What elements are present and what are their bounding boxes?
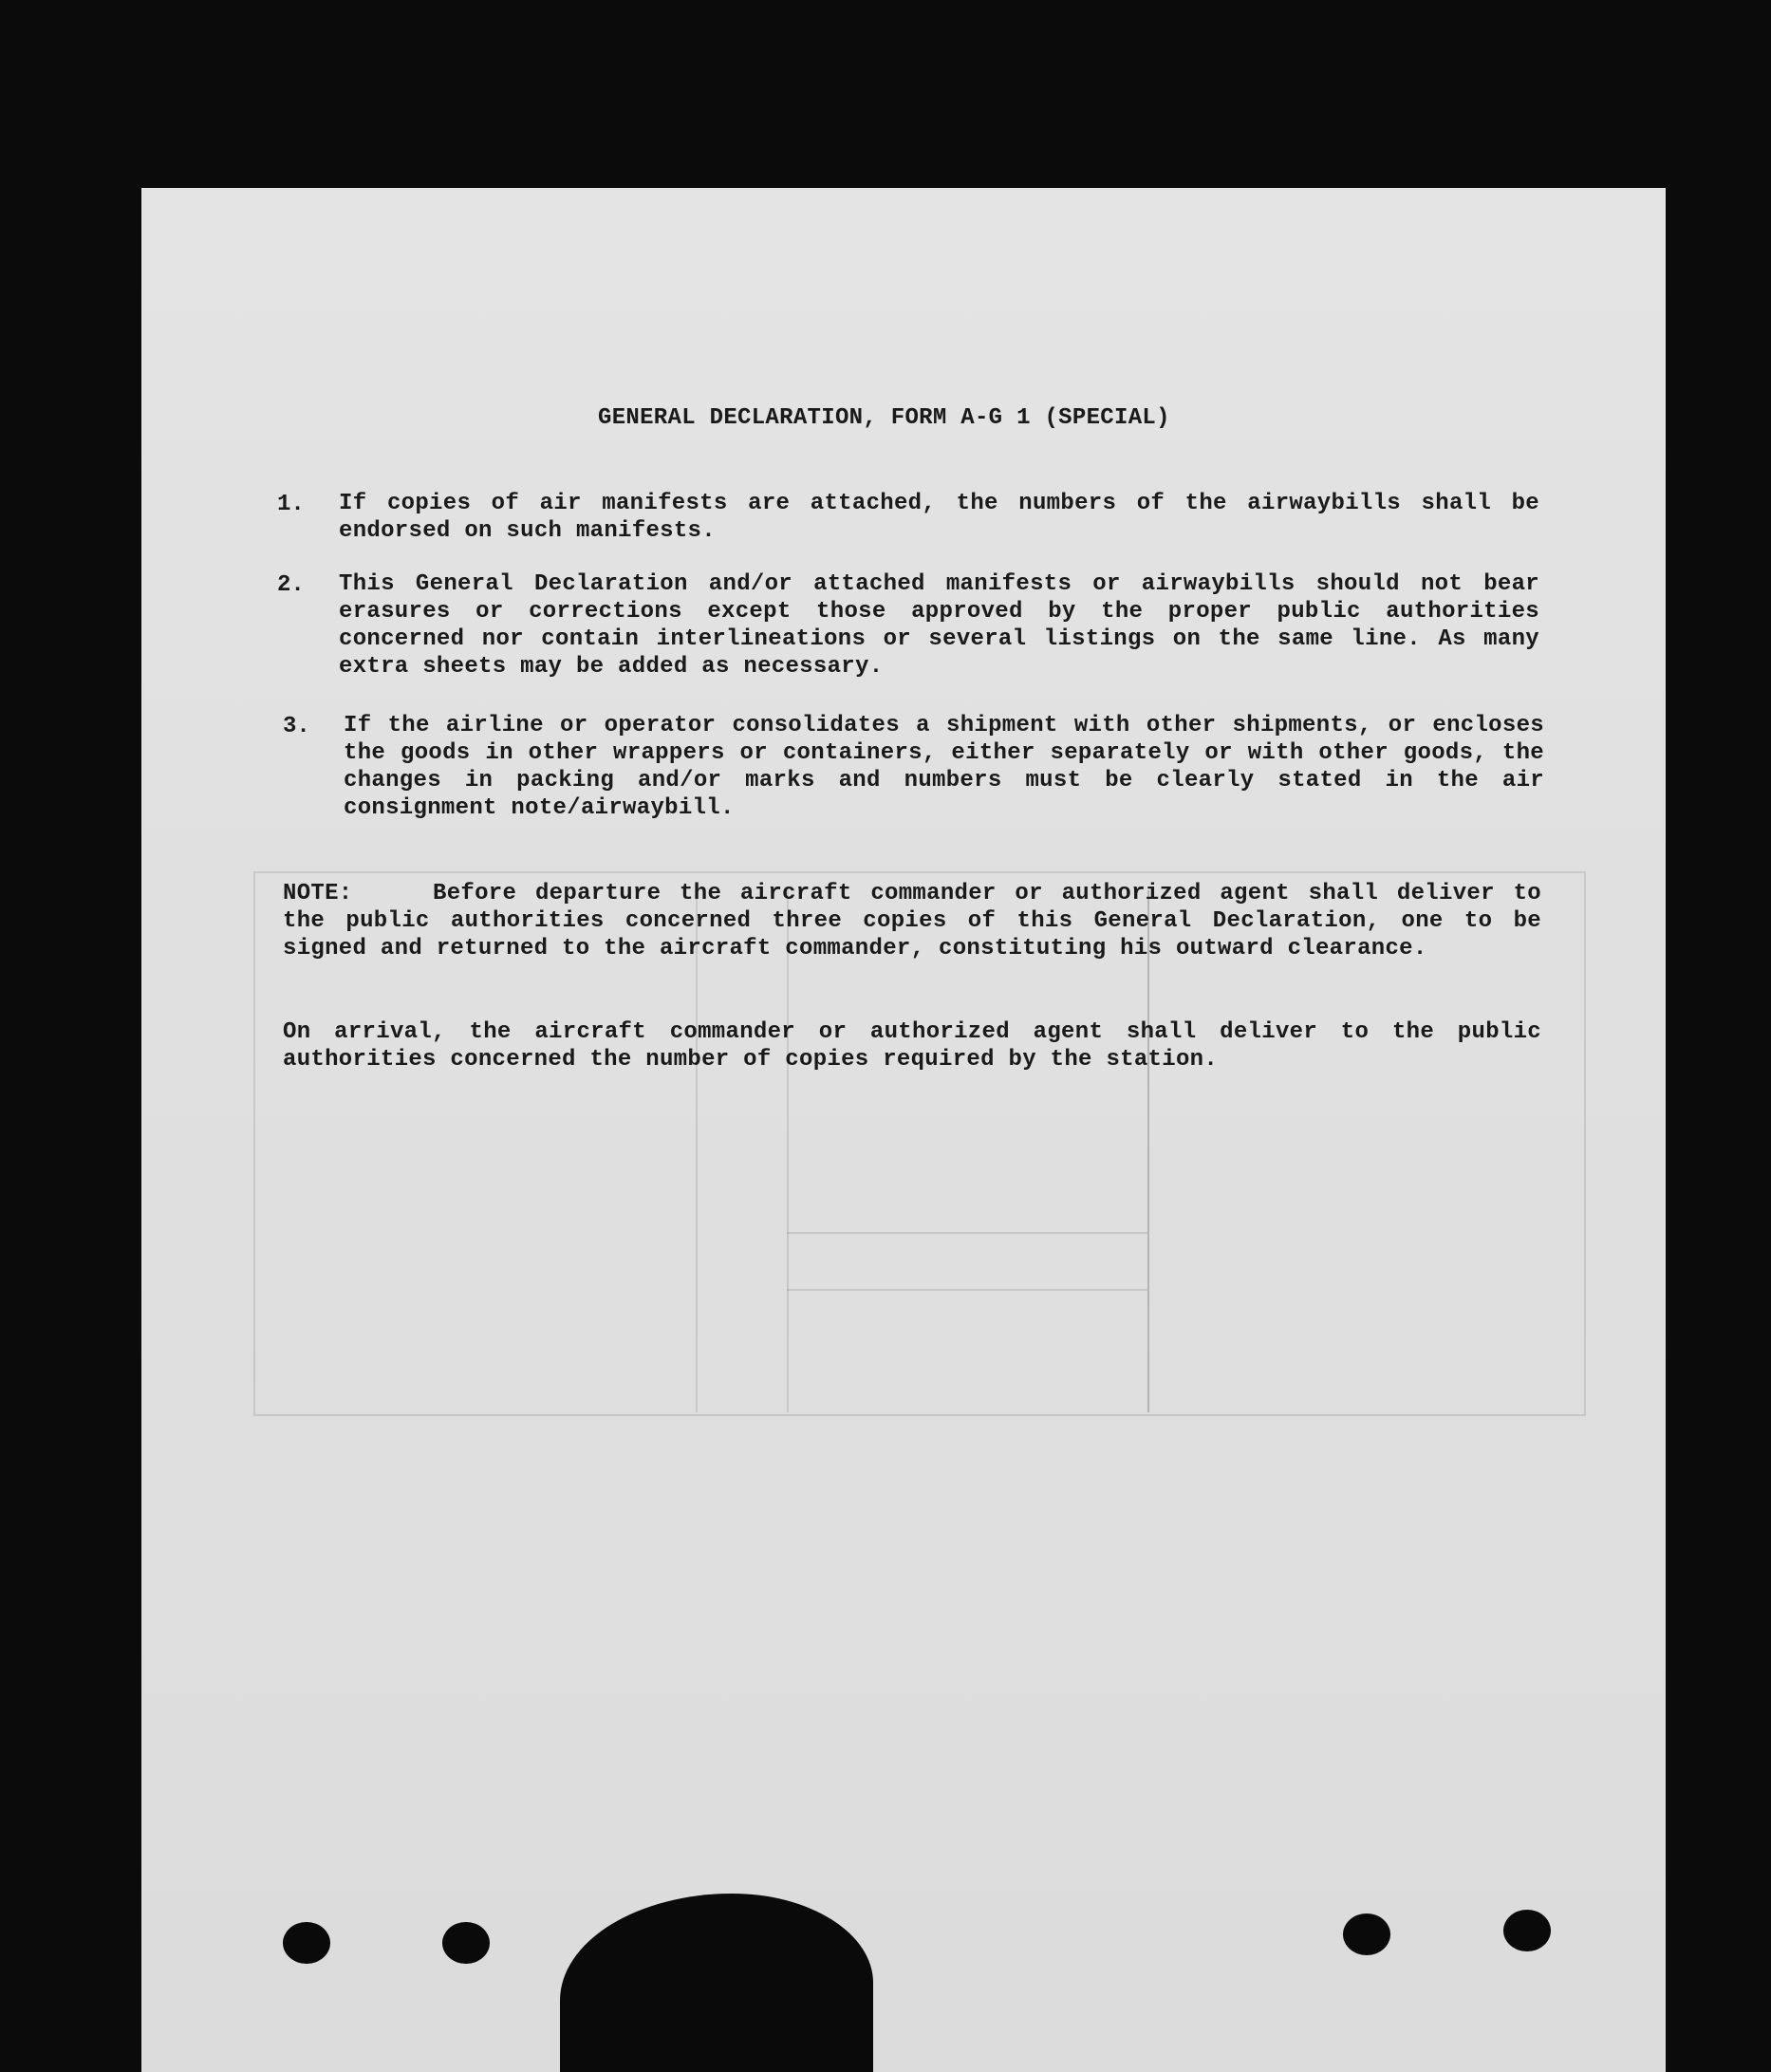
- show-through-line: [1147, 890, 1149, 1412]
- punch-hole: [283, 1922, 330, 1964]
- show-through-line: [787, 1232, 1147, 1234]
- show-through-line: [696, 890, 698, 1412]
- note-text: [283, 880, 1541, 962]
- item-text: This General Declaration and/or attached manifests or airwaybills should not bear erasures or corrections except those approved by the proper public authorities concerned nor contain interlineations or several listings on the same line. As many extra sheets may be added as necessary.: [339, 571, 1539, 680]
- document-title: GENERAL DECLARATION, FORM A-G 1 (SPECIAL): [598, 405, 1170, 431]
- item-number: 2.: [277, 572, 305, 598]
- paper-sheet: [141, 188, 1666, 2072]
- arrival-text: On arrival, the aircraft commander or authorized agent shall deliver to the public authorities concerned the number of copies required by the station.: [283, 1019, 1541, 1073]
- item-number: 1.: [277, 492, 305, 517]
- item-text: If copies of air manifests are attached, the numbers of the airwaybills shall be endorsed on such manifests.: [339, 491, 1539, 544]
- note-body: Before departure the aircraft commander or authorized agent shall deliver to the public authorities concerned three copies of this General Declaration, one to be signed and returned to the aircraft commander, constituting his outward clearance.: [283, 881, 1541, 961]
- punch-hole: [1503, 1910, 1551, 1951]
- note-label: NOTE:: [283, 881, 353, 906]
- show-through-line: [787, 890, 789, 1412]
- item-number: 3.: [283, 714, 310, 739]
- punch-hole: [442, 1922, 490, 1964]
- item-text: If the airline or operator consolidates a shipment with other shipments, or encloses the goods in other wrappers or containers, either separately or with other goods, the changes in packing and/or marks and numbers must be clearly stated in the air consignment note/airwaybill.: [344, 713, 1544, 821]
- punch-hole: [1343, 1913, 1390, 1955]
- show-through-line: [787, 1289, 1147, 1291]
